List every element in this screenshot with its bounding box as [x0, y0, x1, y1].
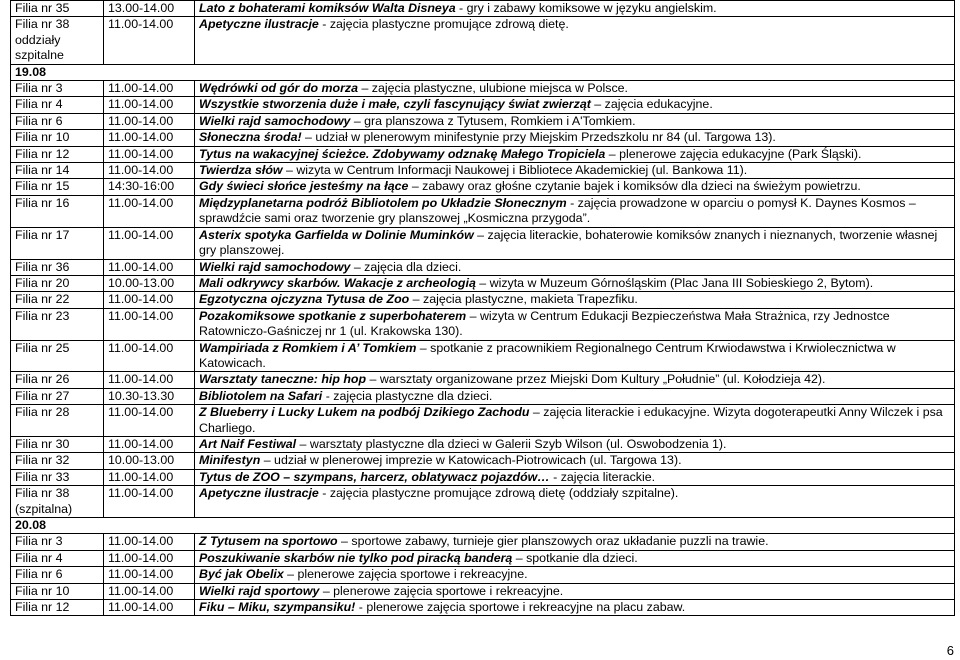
event-description: – zajęcia plastyczne, makieta Trapezfiku.: [409, 292, 638, 307]
event-cell: [195, 372, 955, 388]
table-row: [11, 17, 955, 64]
event-title: Apetyczne ilustracje: [199, 17, 319, 32]
table-row: [11, 583, 955, 599]
branch-cell: [11, 227, 104, 259]
branch-cell: [11, 195, 104, 227]
event-cell: [195, 81, 955, 97]
branch-cell: [11, 550, 104, 566]
branch-name: Filia nr 12: [15, 146, 70, 161]
table-row: [11, 163, 955, 179]
event-description: – sportowe zabawy, turnieje gier planszowych oraz układanie puzzli na trawie.: [337, 534, 769, 549]
table-row: [11, 372, 955, 388]
branch-name: Filia nr 38: [15, 17, 70, 32]
table-row: [11, 146, 955, 162]
branch-cell: [11, 1, 104, 17]
event-cell: [195, 179, 955, 195]
event-title: Wszystkie stworzenia duże i małe, czyli fascynujący świat zwierząt: [199, 97, 591, 112]
event-cell: [195, 130, 955, 146]
branch-cell: [11, 583, 104, 599]
date-row: [11, 64, 955, 80]
event-title: Fiku – Miku, szympansiku!: [199, 600, 356, 615]
branch-name: Filia nr 10: [15, 583, 70, 598]
event-cell: [195, 534, 955, 550]
event-description: – spotkanie dla dzieci.: [512, 550, 638, 565]
table-row: [11, 275, 955, 291]
event-cell: [195, 308, 955, 340]
time-cell: 11.00-14.00: [104, 308, 195, 340]
table-row: [11, 97, 955, 113]
event-cell: [195, 453, 955, 469]
event-title: Warsztaty taneczne: hip hop: [199, 372, 367, 387]
branch-name: Filia nr 36: [15, 259, 70, 274]
branch-name: Filia nr 6: [15, 113, 63, 128]
event-description: – plenerowe zajęcia sportowe i rekreacyjne.: [283, 567, 528, 582]
branch-cell: [11, 405, 104, 437]
event-description: – spotkanie z pracownikiem Regionalnego Centrum Krwiodawstwa i Krwiolecznictwa w Katowicach.: [199, 340, 896, 370]
branch-name: Filia nr 33: [15, 469, 70, 484]
time-cell: 10.30-13.30: [104, 388, 195, 404]
table-row: [11, 469, 955, 485]
time-cell: 11.00-14.00: [104, 550, 195, 566]
event-cell: [195, 469, 955, 485]
time-cell: 11.00-14.00: [104, 534, 195, 550]
date-cell: [11, 64, 955, 80]
branch-cell: [11, 259, 104, 275]
branch-cell: [11, 130, 104, 146]
event-title: Wielki rajd sportowy: [199, 583, 320, 598]
branch-cell: [11, 436, 104, 452]
event-title: Być jak Obelix: [199, 567, 284, 582]
branch-name: Filia nr 23: [15, 308, 70, 323]
event-cell: [195, 388, 955, 404]
event-cell: [195, 486, 955, 518]
event-description: - plenerowe zajęcia sportowe i rekreacyjne na placu zabaw.: [355, 600, 686, 615]
event-title: Minifestyn: [199, 453, 261, 468]
event-description: – zajęcia edukacyjne.: [590, 97, 713, 112]
branch-cell: [11, 81, 104, 97]
time-cell: 11.00-14.00: [104, 292, 195, 308]
table-row: [11, 292, 955, 308]
time-cell: 11.00-14.00: [104, 146, 195, 162]
table-row: [11, 436, 955, 452]
event-description: – zajęcia dla dzieci.: [350, 259, 462, 274]
branch-name: Filia nr 4: [15, 550, 63, 565]
branch-name: Filia nr 12: [15, 600, 70, 615]
date-row: [11, 518, 955, 534]
event-cell: [195, 195, 955, 227]
event-description: – wizyta w Centrum Edukacji Bezpieczeństwa Mała Strażnica, rzy Jednostce Ratowniczo-Gaśniczej nr 1 (ul. Krakowska 130).: [199, 308, 890, 339]
table-row: [11, 227, 955, 259]
branch-cell: [11, 292, 104, 308]
branch-name: Filia nr 4: [15, 97, 63, 112]
event-description: – warsztaty organizowane przez Miejski Dom Kultury „Południe” (ul. Kołodzieja 42).: [366, 372, 826, 387]
event-description: – zajęcia plastyczne, ulubione miejsca w Polsce.: [358, 81, 628, 96]
event-title: Wielki rajd samochodowy: [199, 259, 351, 274]
event-title: Słoneczna środa!: [199, 130, 302, 145]
branch-cell: [11, 163, 104, 179]
event-title: Asterix spotyka Garfielda w Dolinie Muminków: [199, 227, 474, 242]
event-title: Wędrówki od gór do morza: [199, 81, 359, 96]
time-cell: 11.00-14.00: [104, 405, 195, 437]
branch-name: Filia nr 27: [15, 388, 70, 403]
time-cell: 11.00-14.00: [104, 600, 195, 616]
event-cell: [195, 146, 955, 162]
event-title: Z Blueberry i Lucky Lukem na podbój Dzikiego Zachodu: [199, 405, 530, 420]
time-cell: 11.00-14.00: [104, 372, 195, 388]
event-title: Bibliotolem na Safari: [199, 388, 323, 403]
event-description: - zajęcia literackie.: [549, 469, 656, 484]
branch-name: Filia nr 25: [15, 340, 70, 355]
branch-cell: [11, 453, 104, 469]
event-title: Apetyczne ilustracje: [199, 486, 319, 501]
branch-cell: [11, 308, 104, 340]
table-row: [11, 113, 955, 129]
event-description: – wizyta w Centrum Informacji Naukowej i Bibliotece Akademickiej (ul. Bankowa 11).: [282, 163, 748, 178]
branch-cell: [11, 113, 104, 129]
event-description: – zajęcia literackie i edukacyjne. Wizyta dogoterapeutki Anny Wilczek i psa Charliego.: [199, 405, 943, 435]
time-cell: 11.00-14.00: [104, 436, 195, 452]
branch-cell: [11, 534, 104, 550]
branch-cell: [11, 179, 104, 195]
event-cell: [195, 292, 955, 308]
time-cell: 11.00-14.00: [104, 486, 195, 518]
event-cell: [195, 567, 955, 583]
branch-name: Filia nr 22: [15, 292, 70, 307]
event-title: Poszukiwanie skarbów nie tylko pod piracką banderą: [199, 550, 513, 565]
event-title: Tytus de ZOO – szympans, harcerz, oblatywacz pojazdów…: [199, 469, 550, 484]
event-description: – udział w plenerowej imprezie w Katowicach-Piotrowicach (ul. Targowa 13).: [260, 453, 682, 468]
branch-name: Filia nr 14: [15, 163, 70, 178]
branch-name: Filia nr 35: [15, 1, 70, 15]
time-cell: 11.00-14.00: [104, 340, 195, 372]
table-row: [11, 195, 955, 227]
time-cell: 10.00-13.00: [104, 453, 195, 469]
time-cell: 11.00-14.00: [104, 17, 195, 64]
page-number: 6: [946, 643, 954, 658]
event-title: Lato z bohaterami komiksów Walta Disneya: [199, 1, 456, 15]
event-cell: [195, 600, 955, 616]
table-row: [11, 600, 955, 616]
event-description: – zajęcia literackie, bohaterowie komiksów znanych i nieznanych, tworzenie własnej gry planszowej.: [199, 227, 938, 258]
event-title: Tytus na wakacyjnej ścieżce. Zdobywamy odznakę Małego Tropiciela: [199, 146, 606, 161]
event-cell: [195, 113, 955, 129]
time-cell: 11.00-14.00: [104, 81, 195, 97]
event-cell: [195, 583, 955, 599]
branch-cell: [11, 388, 104, 404]
table-row: [11, 388, 955, 404]
event-title: Pozakomiksowe spotkanie z superbohaterem: [199, 308, 467, 323]
event-cell: [195, 340, 955, 372]
event-description: - zajęcia plastyczne promujące zdrową dietę (oddziały szpitalne).: [318, 486, 679, 501]
event-description: – zabawy oraz głośne czytanie bajek i komiksów dla dzieci na świeżym powietrzu.: [408, 179, 861, 194]
time-cell: 11.00-14.00: [104, 163, 195, 179]
branch-cell: [11, 600, 104, 616]
event-description: – udział w plenerowym minifestynie przy Miejskim Przedszkolu nr 84 (ul. Targowa 13).: [301, 130, 776, 145]
event-title: Międzyplanetarna podróż Bibliotolem po Układzie Słonecznym: [199, 195, 567, 210]
table-row: [11, 340, 955, 372]
table-row: [11, 1, 955, 17]
event-cell: [195, 97, 955, 113]
table-row: [11, 567, 955, 583]
branch-name: Filia nr 38: [15, 486, 70, 501]
event-title: Gdy świeci słońce jesteśmy na łące: [199, 179, 409, 194]
event-title: Mali odkrywcy skarbów. Wakacje z archeologią: [199, 275, 476, 290]
time-cell: 11.00-14.00: [104, 195, 195, 227]
branch-name: Filia nr 20: [15, 275, 70, 290]
time-cell: 11.00-14.00: [104, 469, 195, 485]
branch-note: oddziały szpitalne: [15, 32, 64, 63]
event-description: - zajęcia plastyczne dla dzieci.: [322, 388, 493, 403]
event-cell: [195, 1, 955, 17]
event-cell: [195, 259, 955, 275]
branch-name: Filia nr 26: [15, 372, 70, 387]
table-row: [11, 259, 955, 275]
event-cell: [195, 163, 955, 179]
time-cell: 13.00-14.00: [104, 1, 195, 17]
schedule-table: [10, 0, 955, 616]
branch-cell: [11, 17, 104, 64]
time-cell: 11.00-14.00: [104, 567, 195, 583]
event-description: – warsztaty plastyczne dla dzieci w Galerii Szyb Wilson (ul. Oswobodzenia 1).: [296, 436, 727, 451]
event-title: Art Naif Festiwal: [199, 436, 297, 451]
time-cell: 11.00-14.00: [104, 130, 195, 146]
date-cell: [11, 518, 955, 534]
branch-cell: [11, 97, 104, 113]
event-title: Z Tytusem na sportowo: [199, 534, 338, 549]
event-description: - gry i zabawy komiksowe w języku angielskim.: [455, 1, 717, 15]
time-cell: 11.00-14.00: [104, 227, 195, 259]
event-cell: [195, 405, 955, 437]
event-cell: [195, 17, 955, 64]
branch-cell: [11, 469, 104, 485]
branch-cell: [11, 567, 104, 583]
branch-name: Filia nr 3: [15, 534, 63, 549]
event-description: – wizyta w Muzeum Górnośląskim (Plac Jana III Sobieskiego 2, Bytom).: [475, 275, 874, 290]
event-cell: [195, 550, 955, 566]
time-cell: 11.00-14.00: [104, 259, 195, 275]
event-title: Wielki rajd samochodowy: [199, 113, 351, 128]
branch-name: Filia nr 30: [15, 436, 70, 451]
table-row: [11, 179, 955, 195]
branch-cell: [11, 486, 104, 518]
branch-name: Filia nr 6: [15, 567, 63, 582]
time-cell: 14:30-16:00: [104, 179, 195, 195]
event-description: - zajęcia plastyczne promujące zdrową dietę.: [318, 17, 569, 32]
event-title: Twierdza słów: [199, 163, 283, 178]
branch-name: Filia nr 16: [15, 195, 70, 210]
event-cell: [195, 227, 955, 259]
table-row: [11, 534, 955, 550]
table-row: [11, 486, 955, 518]
date-label: 19.08: [15, 64, 47, 79]
table-row: [11, 405, 955, 437]
time-cell: 11.00-14.00: [104, 97, 195, 113]
event-description: – plenerowe zajęcia sportowe i rekreacyjne.: [319, 583, 564, 598]
time-cell: 10.00-13.00: [104, 275, 195, 291]
table-row: [11, 81, 955, 97]
branch-name: Filia nr 32: [15, 453, 70, 468]
table-row: [11, 130, 955, 146]
branch-note: (szpitalna): [15, 501, 73, 516]
event-description: – plenerowe zajęcia edukacyjne (Park Śląski).: [605, 146, 862, 161]
event-title: Wampiriada z Romkiem i A’ Tomkiem: [199, 340, 417, 355]
branch-name: Filia nr 15: [15, 179, 70, 194]
event-cell: [195, 436, 955, 452]
table-row: [11, 453, 955, 469]
table-row: [11, 550, 955, 566]
branch-name: Filia nr 3: [15, 81, 63, 96]
branch-cell: [11, 275, 104, 291]
branch-cell: [11, 340, 104, 372]
event-cell: [195, 275, 955, 291]
branch-cell: [11, 372, 104, 388]
branch-name: Filia nr 28: [15, 405, 70, 420]
time-cell: 11.00-14.00: [104, 113, 195, 129]
branch-name: Filia nr 17: [15, 227, 70, 242]
branch-name: Filia nr 10: [15, 130, 70, 145]
event-description: - zajęcia prowadzone w oparciu o pomysł K. Daynes Kosmos – sprawdźcie sami oraz tworzenie gry planszowej „Kosmiczna przygoda”.: [199, 195, 916, 226]
event-title: Egzotyczna ojczyzna Tytusa de Zoo: [199, 292, 410, 307]
branch-cell: [11, 146, 104, 162]
date-label: 20.08: [15, 518, 47, 532]
event-description: – gra planszowa z Tytusem, Romkiem i A'Tomkiem.: [350, 113, 636, 128]
time-cell: 11.00-14.00: [104, 583, 195, 599]
table-row: [11, 308, 955, 340]
